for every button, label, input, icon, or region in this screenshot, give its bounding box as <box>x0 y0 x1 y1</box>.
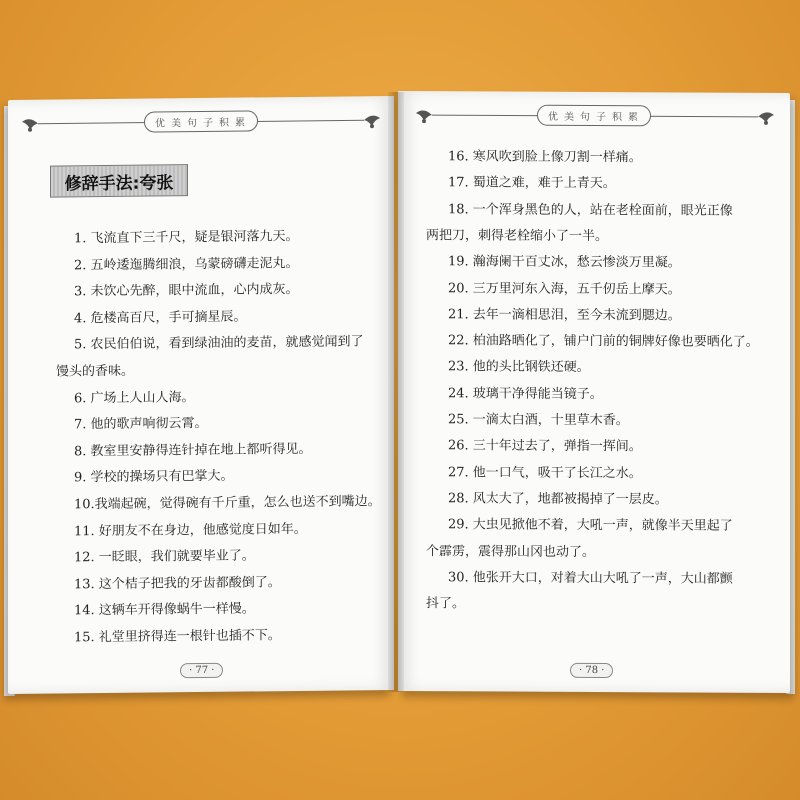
sentence-line: 6. 广场上人山人海。 <box>74 389 195 406</box>
sentence-line-continuation: 个霹雳，震得那山冈也动了。 <box>426 543 596 560</box>
sentence-line: 30. 他张开大口，对着大山大吼了一声，大山都颤 <box>448 570 733 587</box>
sentence-line: 12. 一眨眼，我们就要毕业了。 <box>74 548 255 566</box>
sentence-line: 1. 飞流直下三千尺，疑是银河落九天。 <box>74 228 299 247</box>
header-label: 优美句子积累 <box>144 110 258 132</box>
sentence-line: 23. 他的头比钢铁还硬。 <box>448 359 590 376</box>
left-page <box>8 96 394 694</box>
sentence-line: 20. 三万里河东入海，五千仞岳上摩天。 <box>448 280 681 297</box>
sentence-line: 14. 这辆车开得像蜗牛一样慢。 <box>74 601 255 619</box>
sentence-line: 7. 他的歌声响彻云霄。 <box>74 416 208 433</box>
sentence-line: 17. 蜀道之难，难于上青天。 <box>448 175 616 192</box>
page-number-right: · 78 · <box>570 663 613 678</box>
sentence-line: 2. 五岭逶迤腾细浪，乌蒙磅礴走泥丸。 <box>74 255 299 273</box>
sentence-line: 22. 柏油路晒化了，铺户门前的铜牌好像也要晒化了。 <box>448 333 759 350</box>
page-number-left: · 77 · <box>180 663 223 678</box>
sentence-line: 19. 瀚海阑干百丈冰，愁云惨淡万里凝。 <box>448 254 681 271</box>
sentence-line: 21. 去年一滴相思泪，至今未流到腮边。 <box>448 307 681 324</box>
sentence-line: 24. 玻璃干净得能当镜子。 <box>448 385 603 402</box>
sentence-line: 26. 三十年过去了，弹指一挥间。 <box>448 438 642 455</box>
section-title: 修辞手法:夸张 <box>50 164 188 197</box>
sentence-line: 5. 农民伯伯说，看到绿油油的麦苗，就感觉闻到了 <box>74 334 364 353</box>
sentence-line: 25. 一滴太白酒，十里草木香。 <box>448 412 629 429</box>
sentence-line: 27. 他一口气，吸干了长江之水。 <box>448 464 642 481</box>
sentence-line: 16. 寒风吹到脸上像刀割一样痛。 <box>448 149 642 166</box>
header-label: 优美句子积累 <box>537 104 651 126</box>
sentence-line-continuation: 抖了。 <box>426 596 466 612</box>
sentence-line: 13. 这个桔子把我的牙齿都酸倒了。 <box>74 574 281 593</box>
sentence-line-continuation: 两把刀，刺得老栓缩小了一半。 <box>426 228 609 244</box>
sentence-line: 18. 一个浑身黑色的人，站在老栓面前，眼光正像 <box>448 201 733 219</box>
left-sentence-list <box>8 96 394 694</box>
sentence-line: 29. 大虫见掀他不着，大吼一声，就像半天里起了 <box>448 517 733 534</box>
sentence-line-continuation: 馒头的香味。 <box>56 363 135 380</box>
sentence-line: 28. 风太大了，地都被揭掉了一层皮。 <box>448 491 668 508</box>
sentence-line: 15. 礼堂里挤得连一根针也插不下。 <box>74 628 281 646</box>
sentence-line: 3. 未饮心先醉，眼中流血，心内成灰。 <box>74 282 299 300</box>
sentence-line: 11. 好朋友不在身边，他感觉度日如年。 <box>74 521 307 539</box>
book-gutter <box>388 92 404 692</box>
right-page <box>398 91 790 693</box>
sentence-line: 8. 教室里安静得连针掉在地上都听得见。 <box>74 441 312 460</box>
sentence-line: 10.我端起碗，觉得碗有千斤重，怎么也送不到嘴边。 <box>74 494 381 513</box>
sentence-line: 4. 危楼高百尺，手可摘星辰。 <box>74 309 247 327</box>
right-sentence-list <box>398 91 790 693</box>
sentence-line: 9. 学校的操场只有巴掌大。 <box>74 469 234 486</box>
